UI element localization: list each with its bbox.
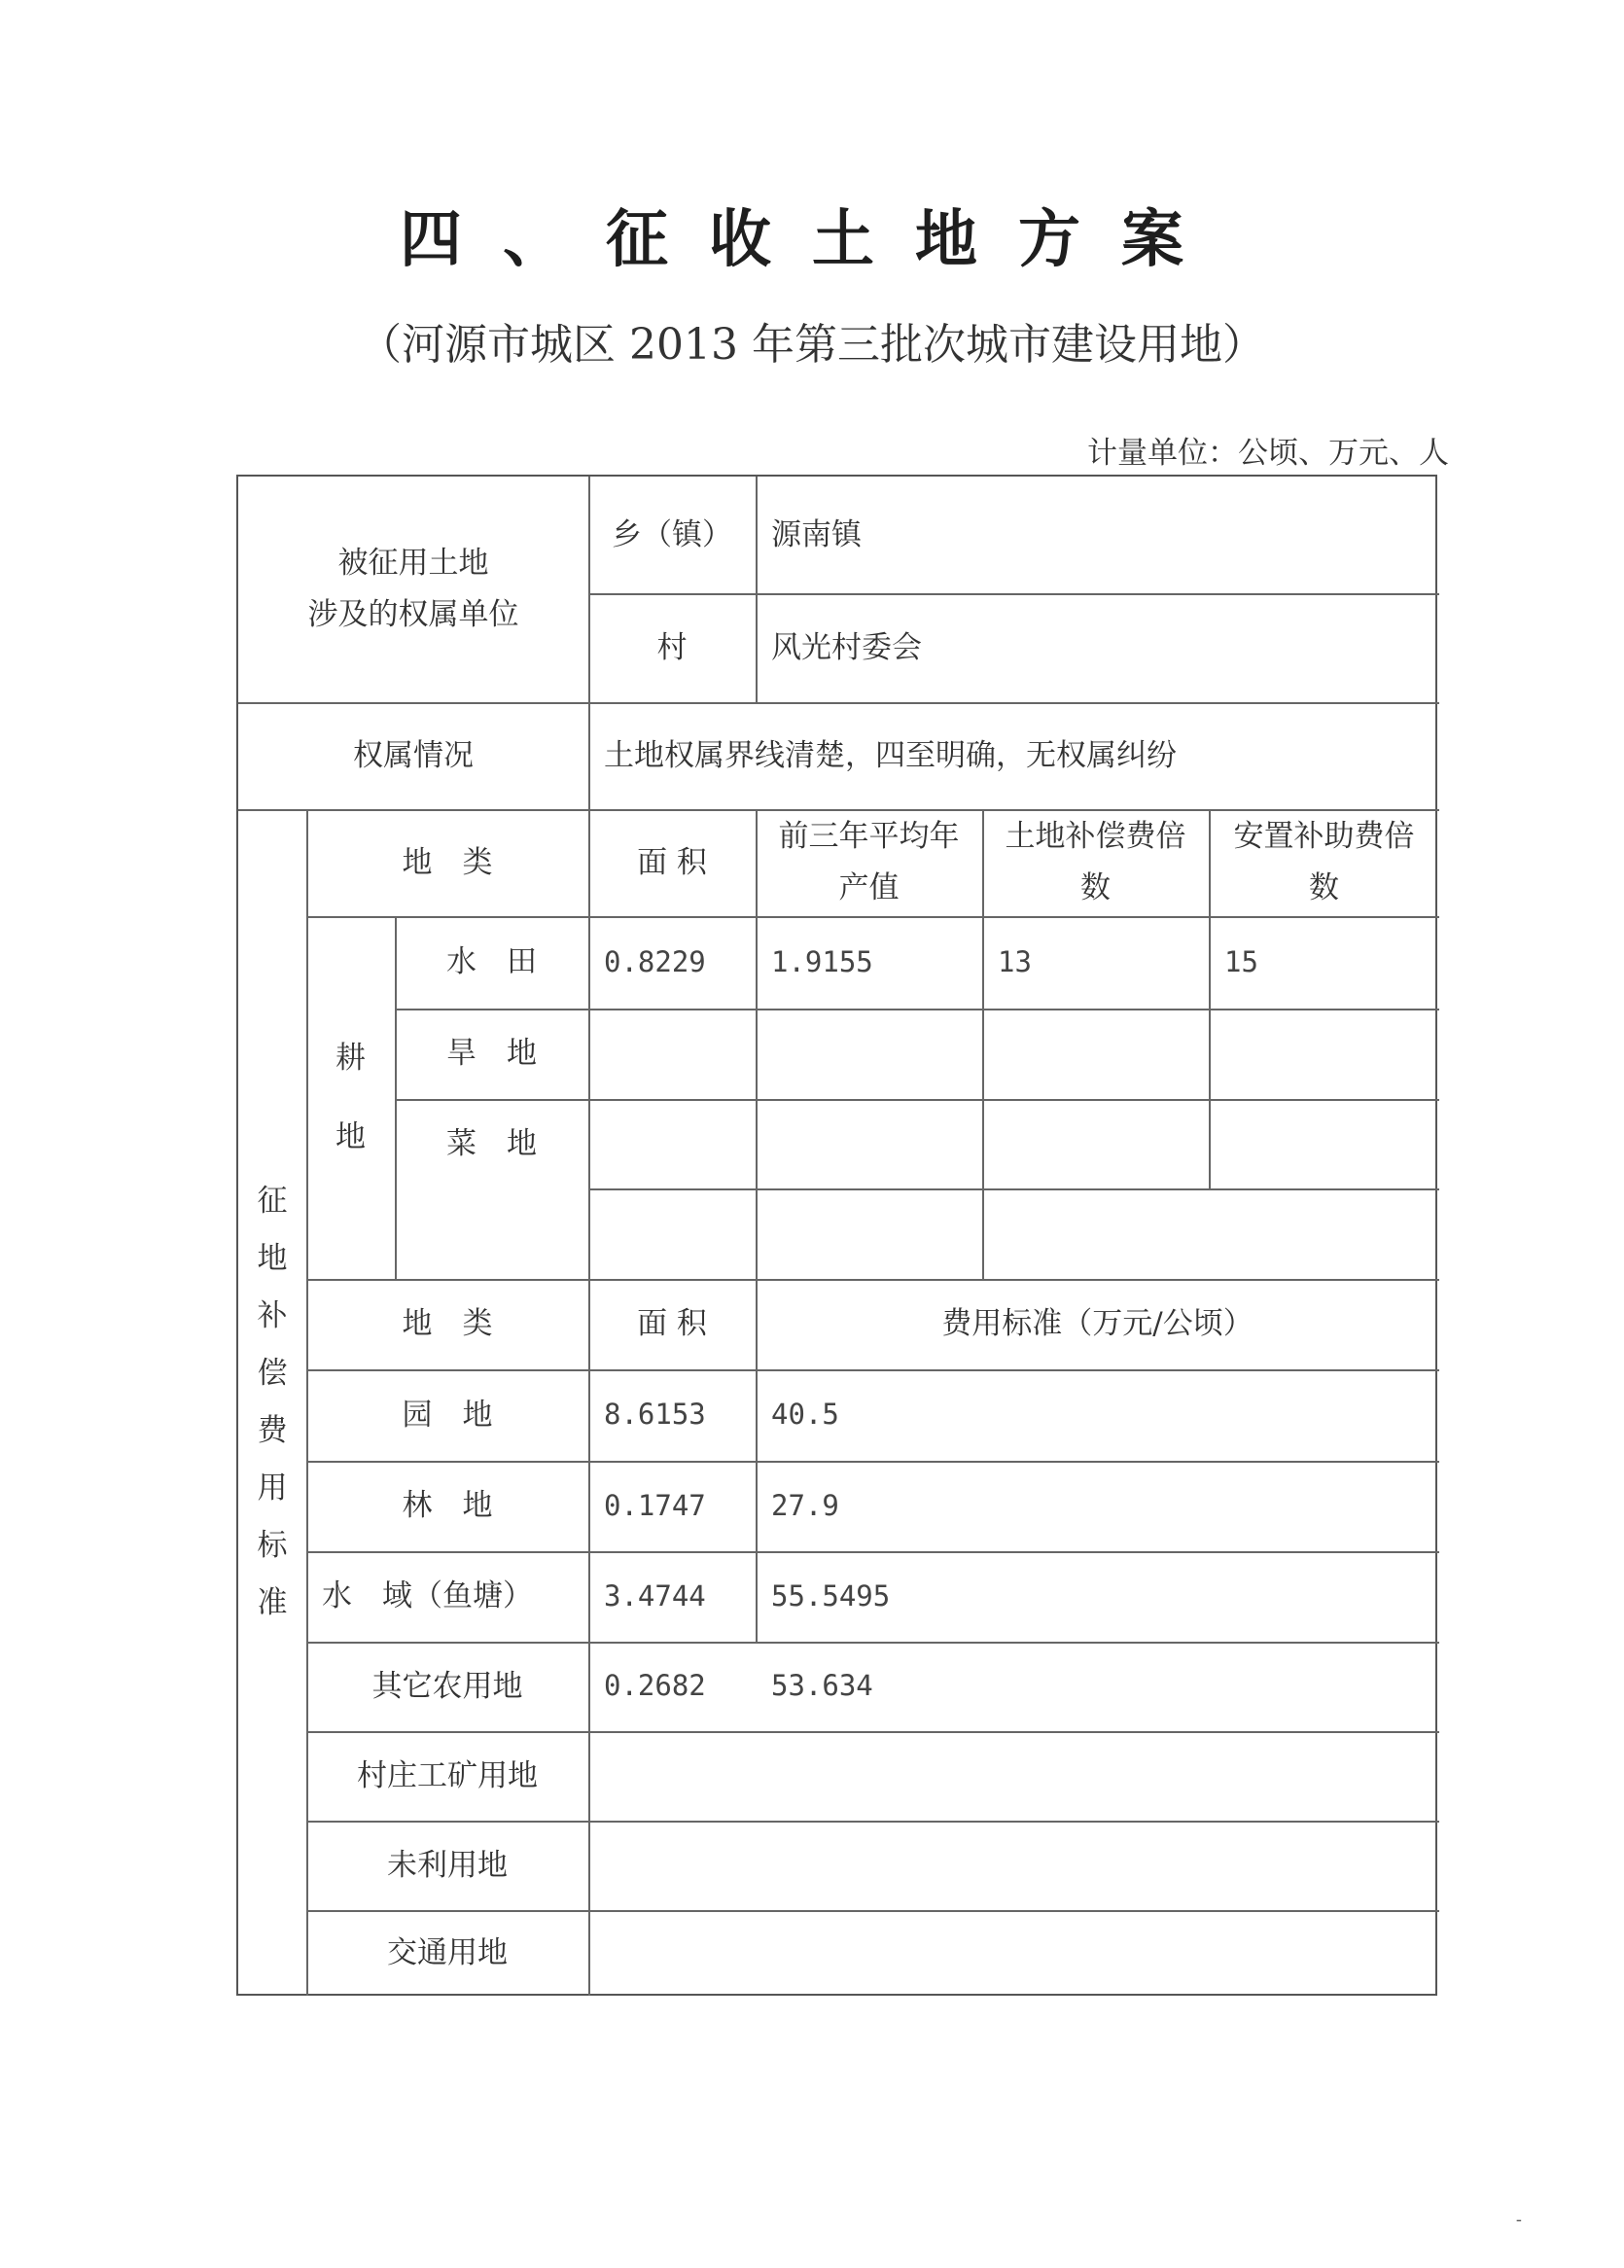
other-row-standard: 27.9 (771, 1488, 839, 1522)
group-char: 耕 (335, 1040, 366, 1076)
other-row-type: 水 域（鱼塘） (322, 1578, 533, 1614)
farmland-row-type: 菜 地 (446, 1125, 537, 1161)
group-char: 地 (335, 1118, 366, 1154)
header-line: 土地补偿费倍 (1005, 819, 1186, 855)
compensation-side-label (238, 809, 306, 1996)
village-value: 风光村委会 (771, 629, 922, 665)
side-char: 补 (257, 1298, 288, 1334)
other-row-type: 园 地 (402, 1397, 493, 1433)
other-header-area: 面 积 (637, 1306, 707, 1342)
farmland-row-area: 0.8229 (604, 944, 706, 978)
header-line: 产值 (838, 870, 900, 905)
farmland-row-resettle: 15 (1224, 944, 1258, 978)
header-line: 数 (1080, 870, 1111, 905)
farmland-row-land-comp: 13 (998, 944, 1032, 978)
page-title: 四、征收土地方案 (400, 203, 1224, 276)
other-header-standard: 费用标准（万元/公顷） (941, 1306, 1253, 1342)
other-row-area: 8.6153 (604, 1398, 706, 1432)
ownership-label-line2: 涉及的权属单位 (307, 597, 519, 632)
other-row-area: 0.1747 (604, 1488, 706, 1522)
other-row-standard: 55.5495 (771, 1578, 891, 1612)
other-row-type: 交通用地 (387, 1934, 508, 1970)
farmland-header-avg-output (756, 809, 982, 916)
farmland-header-area: 面 积 (637, 844, 707, 880)
other-header-type: 地 类 (402, 1306, 493, 1342)
footer-mark: - (1515, 2210, 1522, 2230)
other-row-area: 3.4744 (604, 1578, 706, 1612)
other-row-area: 0.2682 (604, 1669, 706, 1703)
side-char: 费 (257, 1413, 288, 1448)
farmland-row-avg-output: 1.9155 (771, 944, 873, 978)
farmland-row-type: 水 田 (446, 944, 537, 980)
ownership-status-value: 土地权属界线清楚，四至明确，无权属纠纷 (604, 737, 1177, 773)
farmland-row-type: 旱 地 (446, 1036, 537, 1072)
village-label: 村 (656, 629, 688, 665)
page-subtitle: （河源市城区 2013 年第三批次城市建设用地） (359, 320, 1265, 370)
ownership-label-line1: 被征用土地 (337, 546, 489, 582)
side-char: 征 (257, 1184, 288, 1220)
side-char: 准 (257, 1584, 288, 1620)
other-row-type: 林 地 (402, 1488, 493, 1524)
header-line: 数 (1309, 870, 1339, 905)
other-row-standard: 40.5 (771, 1398, 839, 1432)
town-value: 源南镇 (771, 516, 862, 552)
other-row-standard: 53.634 (771, 1669, 873, 1703)
farmland-header-land-comp (982, 809, 1209, 916)
land-acquisition-table (236, 475, 1437, 1996)
side-char: 偿 (257, 1356, 288, 1392)
town-label: 乡（镇） (612, 516, 732, 552)
ownership-status-label: 权属情况 (353, 737, 474, 773)
ownership-unit-label (238, 477, 588, 702)
side-char: 标 (257, 1527, 288, 1563)
farmland-header-resettle (1209, 809, 1439, 916)
other-row-type: 其它农用地 (371, 1668, 523, 1704)
unit-label: 计量单位：公顷、万元、人 (1087, 436, 1449, 471)
header-line: 前三年平均年 (778, 819, 960, 855)
other-row-type: 未利用地 (387, 1847, 508, 1883)
side-char: 地 (257, 1241, 288, 1277)
header-line: 安置补助费倍 (1233, 819, 1415, 855)
farmland-header-type: 地 类 (402, 844, 493, 880)
farmland-group-label (306, 916, 395, 1279)
other-row-type: 村庄工矿用地 (357, 1757, 538, 1793)
side-char: 用 (257, 1470, 288, 1506)
